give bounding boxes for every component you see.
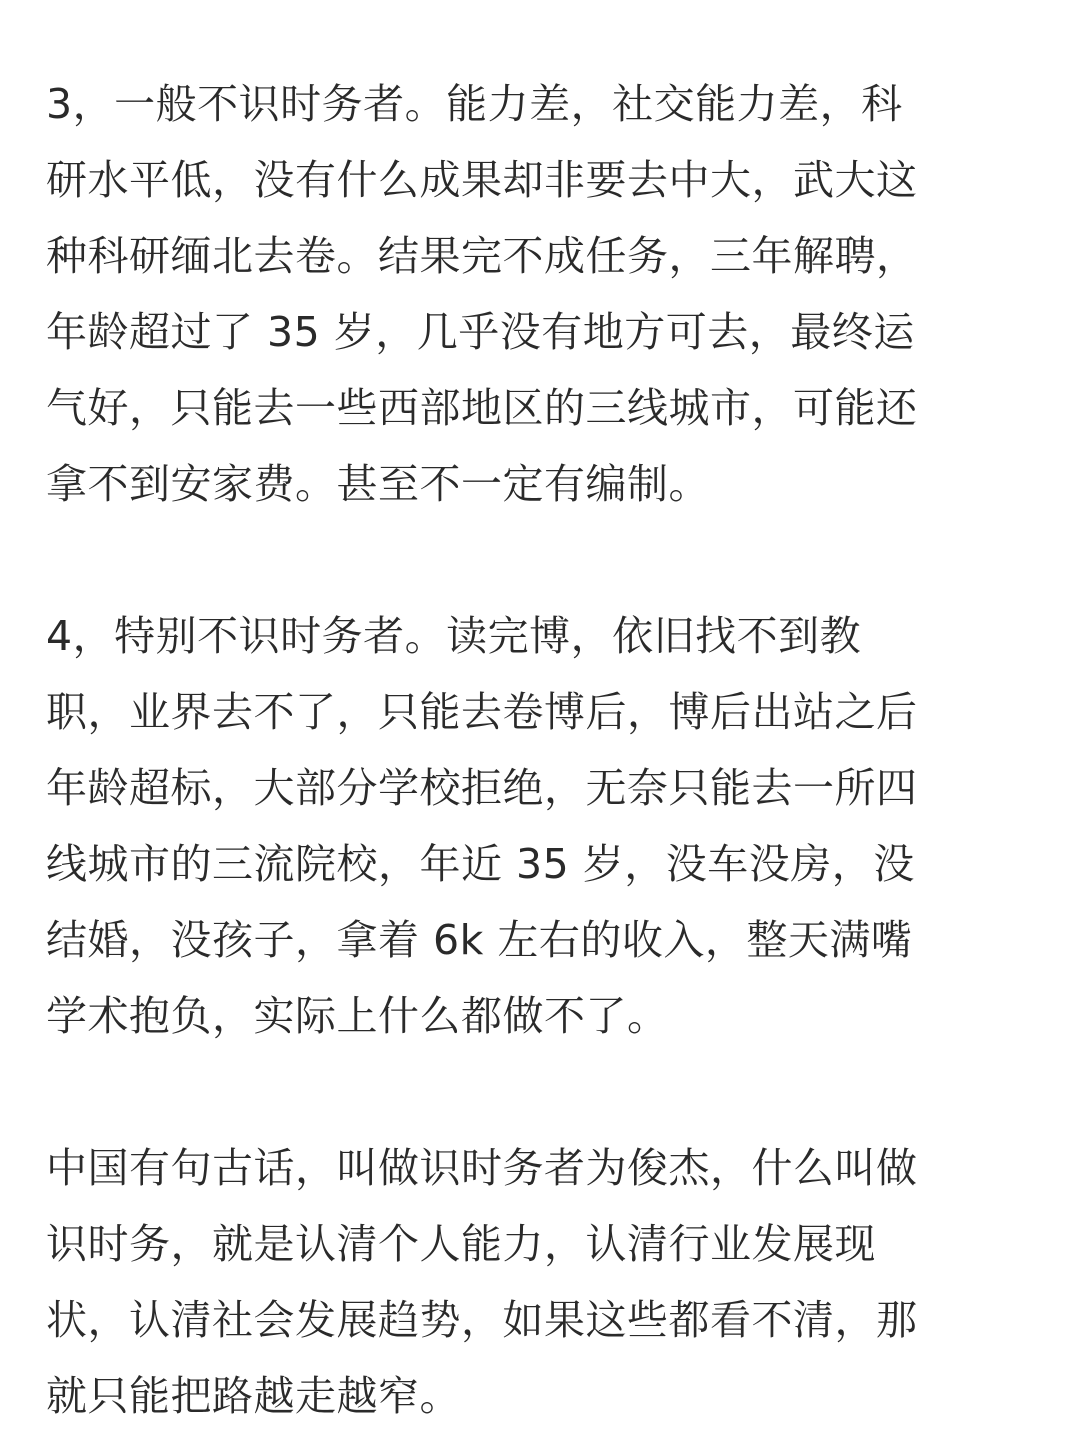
text-line: 学术抱负，实际上什么都做不了。 [46, 992, 669, 1040]
text-line: 研水平低，没有什么成果却非要去中大，武大这 [46, 156, 918, 204]
text-line: 就只能把路越走越窄。 [46, 1372, 461, 1420]
text-line: 职，业界去不了，只能去卷博后，博后出站之后 [46, 688, 918, 736]
text-line: 中国有句古话，叫做识时务者为俊杰，什么叫做 [46, 1144, 918, 1192]
text-line: 线城市的三流院校，年近 35 岁，没车没房，没 [46, 840, 915, 888]
paragraph-especially-unaware [46, 598, 1040, 1054]
text-line: 年龄超过了 35 岁，几乎没有地方可去，最终运 [46, 308, 915, 356]
paragraph-gap [46, 522, 1040, 598]
paragraph-gap [46, 1054, 1040, 1130]
text-line: 拿不到安家费。甚至不一定有编制。 [46, 460, 710, 508]
text-line: 3，一般不识时务者。能力差，社交能力差，科 [46, 80, 903, 128]
text-line: 气好，只能去一些西部地区的三线城市，可能还 [46, 384, 918, 432]
text-line: 种科研缅北去卷。结果完不成任务，三年解聘， [46, 232, 918, 280]
text-line: 识时务，就是认清个人能力，认清行业发展现 [46, 1220, 876, 1268]
text-line: 状，认清社会发展趋势，如果这些都看不清，那 [46, 1296, 918, 1344]
text-line: 结婚，没孩子，拿着 6k 左右的收入，整天满嘴 [46, 916, 913, 964]
text-line: 4，特别不识时务者。读完博，依旧找不到教 [46, 612, 862, 660]
text-line: 年龄超标，大部分学校拒绝，无奈只能去一所四 [46, 764, 918, 812]
paragraph-conclusion [46, 1130, 1040, 1434]
paragraph-ordinary-unaware [46, 66, 1040, 522]
